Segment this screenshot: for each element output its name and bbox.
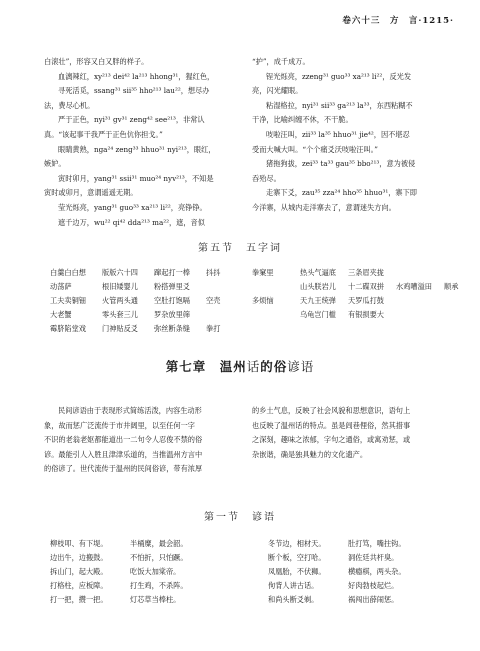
text-line: 杂嵌谐，确是独具魅力的文化遗产。 bbox=[252, 449, 368, 459]
grid-cell: 灯芯草当棒柱。 bbox=[130, 595, 181, 604]
grid-cell: 横瘾棋，两头杂。 bbox=[348, 567, 406, 576]
five-char-words-right bbox=[252, 266, 480, 322]
grid-cell: 祸闯出薛闹惩。 bbox=[348, 595, 399, 604]
grid-cell: 洞佐廷共杆臭。 bbox=[348, 553, 399, 562]
grid-cell: 零头套三儿 bbox=[102, 310, 138, 319]
grid-cell: 打格柱，应板障。 bbox=[50, 581, 108, 590]
grid-cell: 弥丝断条缝 bbox=[154, 324, 190, 333]
grid-row bbox=[50, 294, 250, 308]
text-line: 不识的老翁老妪都能道出一二句令人忍俊不禁的俗 bbox=[44, 435, 203, 445]
grid-cell: 和尚头断爻剃。 bbox=[268, 595, 319, 604]
grid-cell bbox=[252, 280, 292, 294]
grid-cell: 门神贴反爻 bbox=[102, 324, 138, 333]
grid-cell: 柳枝叩、有下堤。 bbox=[50, 539, 108, 548]
text-line: 血漓辣红，xy²¹³ dei⁴² la²¹³ hhong³¹，猩红色， bbox=[58, 71, 215, 81]
grid-cell: 好肉勃枝起烂。 bbox=[348, 581, 399, 590]
grid-row bbox=[268, 537, 420, 551]
grid-row bbox=[50, 593, 202, 607]
grid-cell: 空肚打饱嗝 bbox=[154, 296, 190, 305]
grid-cell: 版版六十四 bbox=[102, 268, 138, 277]
text-line: 寅时或卯月，意谓遥遥无期。 bbox=[44, 188, 138, 198]
grid-row bbox=[252, 280, 480, 294]
grid-row bbox=[252, 308, 480, 322]
text-line: 今洋寨，从城内走洋寨去了，意谓迷失方向。 bbox=[252, 202, 396, 212]
text-line: 嫉妒。 bbox=[44, 159, 66, 169]
grid-cell: 乌龟岂门槛 bbox=[300, 310, 336, 319]
grid-cell: 吃饭大加棠帝。 bbox=[130, 567, 181, 576]
text-line: 严于正色，nyi³¹ gv³¹ zeng⁴² see²¹³，非常认 bbox=[58, 115, 205, 125]
right-column bbox=[252, 55, 452, 216]
section-title-proverbs: 第一节 谚语 bbox=[204, 512, 276, 523]
proverbs-left bbox=[50, 537, 202, 607]
text-line: 真。“该起事干我严于正色伉你担戈。” bbox=[44, 129, 163, 139]
grid-cell: 动荡萨 bbox=[50, 282, 72, 291]
grid-cell: 半桶糜，最会韶。 bbox=[130, 539, 188, 548]
text-line: 走寨下爻，zau³⁵ zza²⁴ hho³⁵ hhuo³¹，寨下即 bbox=[266, 188, 417, 198]
grid-cell: 蹿起打一棒 bbox=[154, 268, 190, 277]
grid-cell: 霉脐陷堂戏 bbox=[50, 324, 86, 333]
text-line: 民间谚语由于表现形式简练活泼，内容生动形 bbox=[58, 406, 202, 415]
grid-row bbox=[50, 322, 250, 336]
grid-cell: 十二碟双拼 bbox=[348, 282, 384, 291]
grid-cell: 三条眉夹拢 bbox=[348, 268, 384, 277]
text-line: 锃光烁亮，zzeng³¹ guo³³ xa²¹³ li²²，反光发 bbox=[266, 71, 412, 81]
grid-row bbox=[50, 280, 250, 294]
grid-cell: 肚打笃，嘴拄钩。 bbox=[348, 539, 406, 548]
text-line: 白滚壮”，形容又白又胖的样子。 bbox=[44, 57, 149, 66]
grid-cell: 不怕折，只怕蹶。 bbox=[130, 553, 188, 562]
grid-row bbox=[50, 579, 202, 593]
grid-cell: 凤凰胎，不伏狮。 bbox=[268, 567, 326, 576]
grid-row bbox=[252, 266, 480, 280]
grid-row bbox=[50, 551, 202, 565]
grid-row bbox=[268, 551, 420, 565]
grid-cell: 根旧矮婴儿 bbox=[102, 282, 138, 291]
grid-cell: 拳窠里 bbox=[252, 268, 274, 277]
grid-row bbox=[50, 565, 202, 579]
text-line: 谚。最能引人入胜且津津乐道的，当推温州方言中 bbox=[44, 449, 203, 459]
grid-cell: 工夫卖铜钿 bbox=[50, 296, 86, 305]
grid-cell: 拳打 bbox=[206, 324, 221, 333]
running-header: 卷六十三 方 言·1215· bbox=[342, 16, 454, 26]
text-line: 亮，闪光耀眼。 bbox=[252, 86, 303, 96]
grid-cell bbox=[396, 308, 436, 322]
text-line: 法，费尽心机。 bbox=[44, 100, 95, 110]
grid-cell: 山头朕岩儿 bbox=[300, 282, 336, 291]
grid-cell: 罗杂放里筛 bbox=[154, 310, 190, 319]
text-line: 吞殆尽。 bbox=[252, 173, 281, 183]
grid-cell: 热头气逼底 bbox=[300, 268, 336, 277]
grid-cell: 冬节边，相材天。 bbox=[268, 539, 326, 548]
text-line: “护”，成千成万。 bbox=[252, 57, 310, 66]
grid-cell: 白羹白白想 bbox=[50, 268, 86, 277]
grid-row bbox=[50, 308, 250, 322]
text-line: 遮千边万，wu²² qi⁴² dda²¹³ ma²²，遮，音似 bbox=[58, 217, 205, 227]
grid-row bbox=[268, 565, 420, 579]
text-line: 寅时卯月，yang³¹ ssii³¹ muo²⁴ nyv²¹³，不知是 bbox=[58, 173, 214, 183]
grid-cell: 空壳 bbox=[206, 296, 221, 305]
text-line: 干净，比喻纠缠不休，不干脆。 bbox=[252, 115, 353, 125]
five-char-words-left bbox=[50, 266, 250, 336]
grid-row bbox=[50, 537, 202, 551]
grid-cell: 有银损要大 bbox=[348, 310, 384, 319]
grid-row bbox=[268, 579, 420, 593]
text-line: 之深刻，趣味之浓郁，字句之通俗，或寓劝惩，或 bbox=[252, 435, 411, 445]
proverbs-right bbox=[268, 537, 420, 607]
chapter-title-part-c: 的俗 bbox=[260, 359, 288, 374]
chapter-intro-left bbox=[44, 404, 234, 477]
text-line: 猪拖狗拔，zei³³ ta³³ gau³⁵ bbo²¹³，意为被侵 bbox=[266, 159, 416, 169]
section-title-five-char-words: 第五节 五字词 bbox=[198, 243, 282, 254]
grid-cell bbox=[252, 308, 292, 322]
grid-cell: 天罗瓜打鼓 bbox=[348, 296, 384, 305]
grid-cell: 抖抖 bbox=[206, 268, 221, 277]
text-line: 象，故而惩广泛流传于市井阔里，以至任何一字 bbox=[44, 420, 195, 430]
text-line: 寻死活觅，ssang³¹ sii³⁵ hho²¹³ lau²²，想尽办 bbox=[58, 86, 210, 96]
chapter-title-part-b: 话 bbox=[246, 359, 261, 374]
grid-cell bbox=[396, 294, 436, 308]
grid-cell: 粉搭弹里爻 bbox=[154, 282, 190, 291]
grid-row bbox=[268, 593, 420, 607]
grid-cell: 边出牛，边搬鼓。 bbox=[50, 553, 108, 562]
grid-cell: 大老蟹 bbox=[50, 310, 72, 319]
grid-cell bbox=[206, 280, 250, 294]
left-column bbox=[44, 55, 232, 230]
chapter-intro-right bbox=[252, 404, 452, 462]
grid-cell: 拆山门，起大殿。 bbox=[50, 567, 108, 576]
chapter-title-part-d: 谚语 bbox=[287, 359, 315, 374]
grid-cell: 打一把，攒一把。 bbox=[50, 595, 108, 604]
grid-cell: 断个板，空打哈。 bbox=[268, 553, 326, 562]
grid-cell: 天九王统弹 bbox=[300, 296, 336, 305]
text-line: 也反映了温州话的特点。虽是闾巷俚俗，然其措事 bbox=[252, 420, 411, 430]
grid-cell: 打生鸡，不杀阵。 bbox=[130, 581, 188, 590]
grid-row bbox=[50, 266, 250, 280]
chapter-title bbox=[0, 357, 480, 375]
grid-cell bbox=[396, 266, 436, 280]
grid-cell: 火管两头通 bbox=[102, 296, 138, 305]
grid-cell: 多烦恼 bbox=[252, 296, 274, 305]
text-line: 的乡土气息，反映了社会风貌和思想意识，语句上 bbox=[252, 406, 411, 415]
text-line: 受而大喊大叫。“个个痛爻沃吱啦汪叫。” bbox=[252, 144, 378, 154]
chapter-title-part-a: 第七章 温州 bbox=[165, 359, 247, 374]
text-line: 的俗谚了。世代流传于温州的民间俗谚，带有浓厚 bbox=[44, 464, 203, 474]
grid-row bbox=[252, 294, 480, 308]
grid-cell: 顺承 bbox=[444, 282, 459, 291]
text-line: 吱啦汪叫，zii³³ la³⁵ hhuo³¹ jie⁴²，因不堪忍 bbox=[266, 129, 410, 139]
grid-cell: 水鸡嘈溢田 bbox=[396, 282, 432, 291]
text-line: 莹光烁亮，yang³¹ guo³³ xa²¹³ li²²，亮铮铮。 bbox=[58, 202, 207, 212]
grid-cell bbox=[206, 308, 250, 322]
text-line: 粘湿格拉，nyi³¹ sii³³ ga²¹³ la³³，东西粘糊不 bbox=[266, 100, 413, 110]
grid-cell: 佝背人讲古话。 bbox=[268, 581, 319, 590]
text-line: 眼睛黄熟，nga²⁴ zeng³³ hhuo³¹ nyi²¹³，眼红， bbox=[58, 144, 216, 154]
